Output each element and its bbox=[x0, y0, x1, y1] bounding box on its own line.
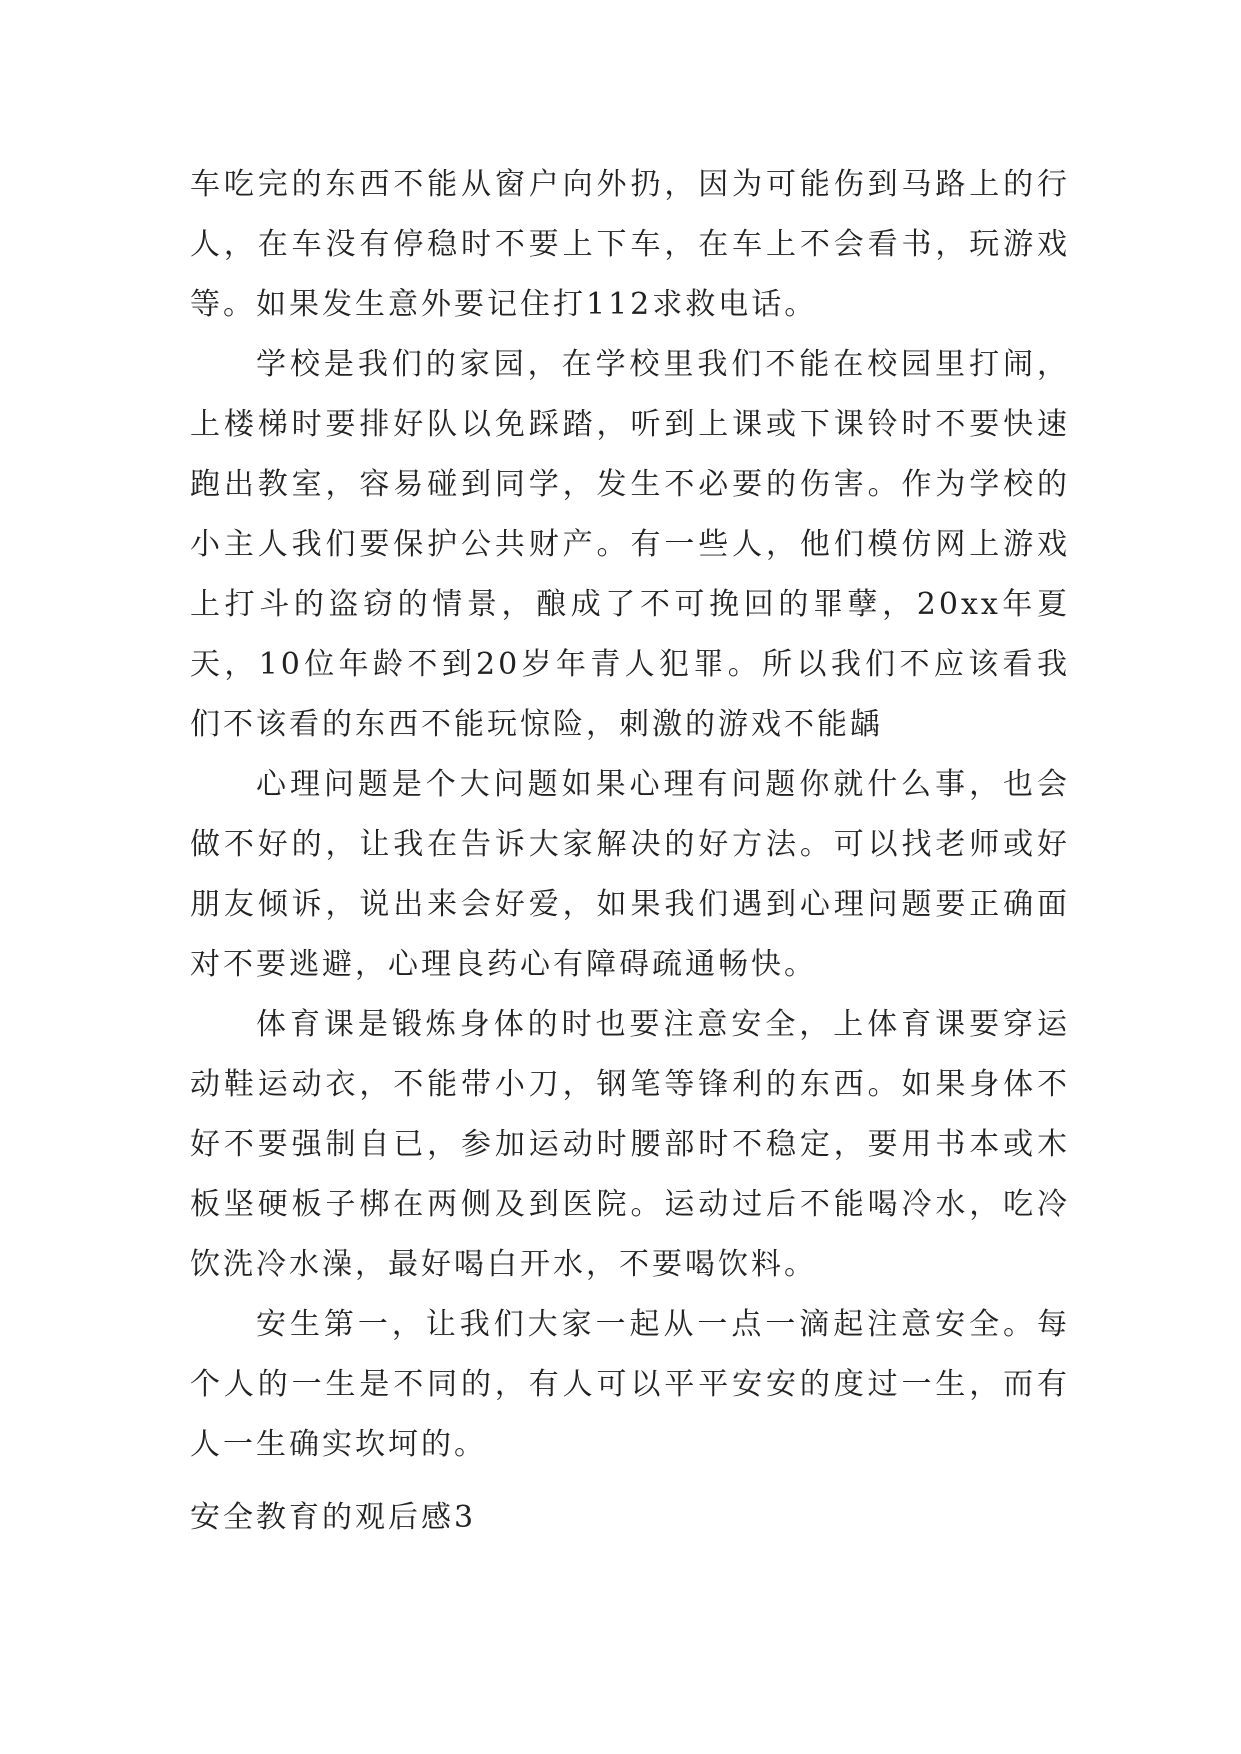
section-heading: 安全教育的观后感3 bbox=[190, 1500, 477, 1535]
paragraph-school: 学校是我们的家园，在学校里我们不能在校园里打闹，上楼梯时要排好队以免踩踏，听到上课或下课铃时不要快速跑出教室，容易碰到同学，发生不必要的伤害。作为学校的小主人我们要保护公共财产。有一些人，他们模仿网上游戏上打斗的盗窃的情景，酿成了不可挽回的罪孽，20xx年夏天，10位年龄不到20岁年青人犯罪。所以我们不应该看我们不该看的东西不能玩惊险，刺激的游戏不能龋 bbox=[190, 347, 1070, 742]
paragraph-psychology: 心理问题是个大问题如果心理有问题你就什么事，也会做不好的，让我在告诉大家解决的好方法。可以找老师或好朋友倾诉，说出来会好爱，如果我们遇到心理问题要正确面对不要逃避，心理良药心有障碍疏通畅快。 bbox=[190, 767, 1070, 982]
document-body bbox=[190, 155, 1070, 1475]
paragraph-safety-first: 安生第一，让我们大家一起从一点一滴起注意安全。每个人的一生是不同的，有人可以平平安安的度过一生，而有人一生确实坎坷的。 bbox=[190, 1307, 1070, 1462]
paragraph-pe-class: 体育课是锻炼身体的时也要注意安全，上体育课要穿运动鞋运动衣，不能带小刀，钢笔等锋利的东西。如果身体不好不要强制自已，参加运动时腰部时不稳定，要用书本或木板坚硬板子梆在两侧及到医院。运动过后不能喝冷水，吃冷饮洗冷水澡，最好喝白开水，不要喝饮料。 bbox=[190, 1007, 1070, 1282]
paragraph-continued: 车吃完的东西不能从窗户向外扔，因为可能伤到马路上的行人，在车没有停稳时不要上下车，在车上不会看书，玩游戏等。如果发生意外要记住打112求救电话。 bbox=[190, 167, 1070, 322]
